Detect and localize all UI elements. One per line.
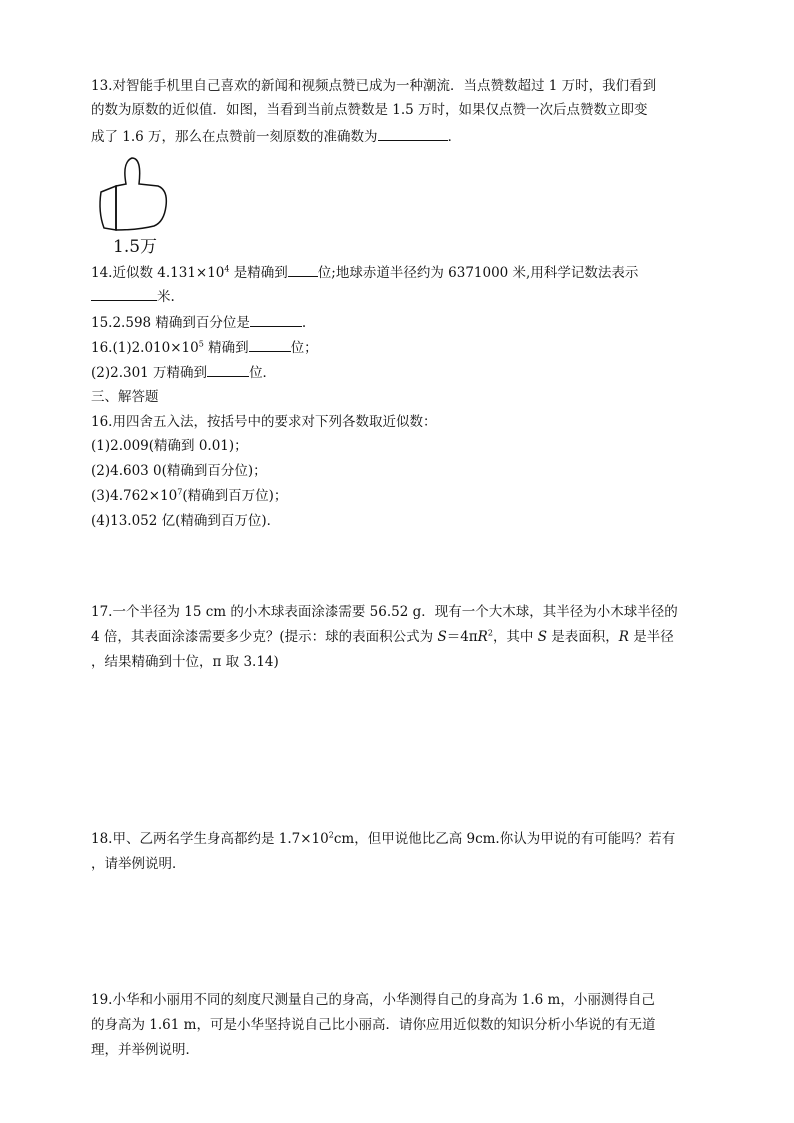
answer-blank bbox=[250, 312, 302, 327]
answer-blank bbox=[249, 337, 291, 352]
q14-line2: 米. bbox=[91, 286, 175, 307]
q16a-line: $16.(1)2.010\times 10^5$ 精确到 位； bbox=[91, 337, 318, 358]
q18-line2: ，请举例说明． bbox=[91, 856, 186, 872]
q19-line1: 19.小华和小丽用不同的刻度尺测量自己的身高，小华测得自己的身高为 1.6 m，小丽测得自己 bbox=[91, 992, 655, 1008]
q16-item-3: $(3)4.762\times 10^7$(精确到百万位)； bbox=[91, 487, 288, 504]
q17-line3: ，结果精确到十位，π 取 3.14) bbox=[91, 654, 279, 670]
q19-line3: 理，并举例说明． bbox=[91, 1042, 199, 1058]
answer-blank bbox=[378, 126, 448, 141]
answer-blank bbox=[91, 286, 157, 301]
q13-line2: 的数为原数的近似值．如图，当看到当前点赞数是 1.5 万时，如果仅点赞一次后点赞数立即变 bbox=[91, 102, 648, 118]
q17-line2: 4 倍，其表面涂漆需要多少克？(提示：球的表面积公式为 $S=4\pi R^2$，其中 S 是表面积，R 是半径 bbox=[91, 628, 674, 645]
q16-stem: 16.用四舍五入法，按括号中的要求对下列各数取近似数： bbox=[91, 414, 437, 430]
q16-item-1: (1)2.009(精确到 0.01)； bbox=[91, 438, 248, 454]
section-heading: 三、解答题 bbox=[91, 389, 159, 405]
answer-blank bbox=[288, 262, 318, 277]
q18-line1: 18.甲、乙两名学生身高都约是 $1.7\times 10^2cm$，但甲说他比乙高 9cm.你认为甲说的有可能吗？若有 bbox=[91, 830, 676, 847]
q13-line3: 成了 1.6 万，那么在点赞前一刻原数的准确数为 ． bbox=[91, 126, 461, 147]
q14-line1: 14.近似数 $4.131\times 10^4$ 是精确到 位;地球赤道半径约为 6371000 米,用科学记数法表示 bbox=[91, 262, 638, 283]
answer-blank bbox=[207, 362, 249, 377]
q13-line1: 13.对智能手机里自己喜欢的新闻和视频点赞已成为一种潮流．当点赞数超过 1 万时，我们看到 bbox=[91, 78, 657, 94]
q16-item-4: (4)13.052 亿(精确到百万位)． bbox=[91, 513, 281, 529]
q16b-line: (2)2.301 万精确到 位． bbox=[91, 362, 276, 383]
q15-line: 15.2.598 精确到百分位是 . bbox=[91, 312, 306, 333]
q16-item-2: (2)4.603 0(精确到百分位)； bbox=[91, 463, 267, 479]
q17-line1: 17.一个半径为 15 cm 的小木球表面涂漆需要 56.52 g．现有一个大木球，其半径为小木球半径的 bbox=[91, 604, 678, 620]
q19-line2: 的身高为 1.61 m，可是小华坚持说自己比小丽高．请你应用近似数的知识分析小华说的有无道 bbox=[91, 1017, 656, 1033]
figure-label: 1.5万 bbox=[113, 237, 158, 257]
